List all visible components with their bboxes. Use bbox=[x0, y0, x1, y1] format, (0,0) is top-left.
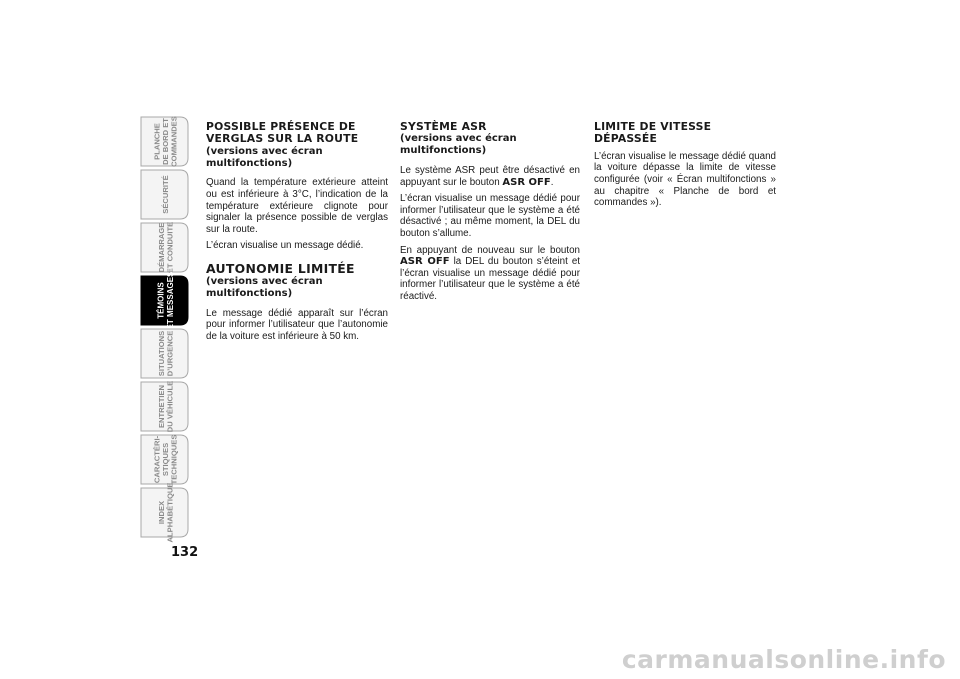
chapter-tab-4[interactable] bbox=[141, 271, 188, 329]
chapter-tab-label-line: PLANCHE bbox=[152, 123, 162, 160]
chapter-tab-label-line: ET MESSAGES bbox=[165, 271, 175, 330]
paragraph-asr-3 bbox=[400, 245, 580, 303]
chapter-tab-label-line: DE BORD ET bbox=[161, 118, 170, 165]
chapter-tabs bbox=[0, 0, 200, 679]
chapter-tab-label-line: INDEX bbox=[156, 500, 166, 525]
paragraph-vitesse: L’écran visualise le message dédié quand la voiture dépasse la limite de vitesse configurée (voir « Écran multifonctions » au chapitre « Planche de bord et commandes »). bbox=[594, 150, 776, 209]
asr-text-b: . bbox=[550, 176, 554, 188]
chapter-tab-6[interactable] bbox=[141, 381, 188, 432]
paragraph-asr-2: L’écran visualise un message dédié pour informer l’utilisateur que le système a été désactivé ; au même moment, la DEL du bouton s’allume. bbox=[400, 193, 580, 239]
chapter-tab-label-line: CARACTÉRI- bbox=[152, 435, 162, 484]
asr3-text-a: En appuyant de nouveau sur le bouton bbox=[400, 244, 580, 256]
heading-verglas-sub2: multifonctions) bbox=[206, 157, 293, 169]
chapter-tab-label-line: DÉMARRAGE bbox=[156, 222, 166, 273]
paragraph-asr-1 bbox=[400, 165, 580, 188]
heading-autonomie: AUTONOMIE LIMITÉE bbox=[206, 260, 355, 276]
chapter-tab-8[interactable] bbox=[141, 483, 188, 543]
chapter-tab-label bbox=[157, 222, 175, 273]
asr-off-keyword-2: ASR OFF bbox=[400, 256, 450, 268]
chapter-tab-label-line: D’URGENCE bbox=[165, 330, 175, 377]
heading-verglas-line2: VERGLAS SUR LA ROUTE bbox=[206, 132, 359, 146]
chapter-tab-1[interactable] bbox=[141, 116, 188, 167]
paragraph-autonomie: Le message dédié apparaît sur l’écran pour informer l’utilisateur que l’autonomie de la voiture est inférieure à 50 km. bbox=[206, 307, 388, 342]
chapter-tab-label-line: ALPHABÉTIQUE bbox=[165, 482, 175, 543]
chapter-tab-label-line: SÉCURITÉ bbox=[161, 175, 170, 214]
chapter-tab-label bbox=[157, 381, 175, 432]
column-right bbox=[594, 121, 776, 214]
chapter-tab-label-line: DU VÉHICULE bbox=[165, 380, 175, 433]
heading-autonomie-sub1: (versions avec écran bbox=[206, 275, 323, 287]
paragraph-verglas: Quand la température extérieure atteint ou est inférieure à 3°C, l’indication de la température extérieure clignote pour signaler la présence possible de verglas sur la route. bbox=[206, 177, 388, 235]
chapter-tab-label-line: SITUATIONS bbox=[156, 330, 166, 377]
column-middle bbox=[400, 121, 580, 308]
heading-verglas-sub1: (versions avec écran bbox=[206, 145, 323, 157]
chapter-tab-label-line: TÉMOINS bbox=[156, 282, 166, 319]
chapter-tab-label bbox=[161, 175, 170, 213]
page-number: 132 bbox=[171, 545, 199, 560]
chapter-tab-3[interactable] bbox=[141, 222, 188, 273]
chapter-tab-label-line: TECHNIQUES bbox=[169, 434, 179, 485]
chapter-tab-label-line: STIQUES bbox=[161, 442, 170, 477]
chapter-tab-2[interactable] bbox=[141, 170, 188, 219]
paragraph-verglas-message: L’écran visualise un message dédié. bbox=[206, 240, 364, 252]
asr-text-a: Le système ASR peut être désactivé en appuyant sur le bouton bbox=[400, 165, 580, 188]
column-left bbox=[206, 121, 388, 347]
heading-verglas-line1: POSSIBLE PRÉSENCE DE bbox=[206, 120, 356, 133]
heading-autonomie-sub2: multifonctions) bbox=[206, 287, 293, 299]
chapter-tab-label bbox=[153, 116, 179, 167]
chapter-tab-label bbox=[157, 331, 175, 377]
chapter-tabs-graphic bbox=[0, 0, 200, 679]
heading-asr: SYSTÈME ASR bbox=[400, 120, 487, 133]
heading-asr-sub: (versions avec écran multifonctions) bbox=[400, 133, 517, 157]
chapter-tab-5[interactable] bbox=[141, 329, 188, 378]
watermark: carmanualsonline.info bbox=[621, 645, 946, 674]
asr-off-keyword: ASR OFF bbox=[502, 176, 551, 188]
asr3-text-b: la DEL du bouton s’éteint et l’écran visualise un message dédié pour informer l’utilisateur que le système a été réactivé. bbox=[400, 256, 580, 302]
chapter-tab-label-line: COMMANDES bbox=[169, 116, 179, 167]
chapter-tab-7[interactable] bbox=[141, 435, 188, 485]
chapter-tab-label-line: ENTRETIEN bbox=[156, 384, 166, 429]
heading-vitesse: LIMITE DE VITESSE DÉPASSÉE bbox=[594, 120, 712, 146]
chapter-tab-label-line: ET CONDUITE bbox=[165, 221, 175, 274]
